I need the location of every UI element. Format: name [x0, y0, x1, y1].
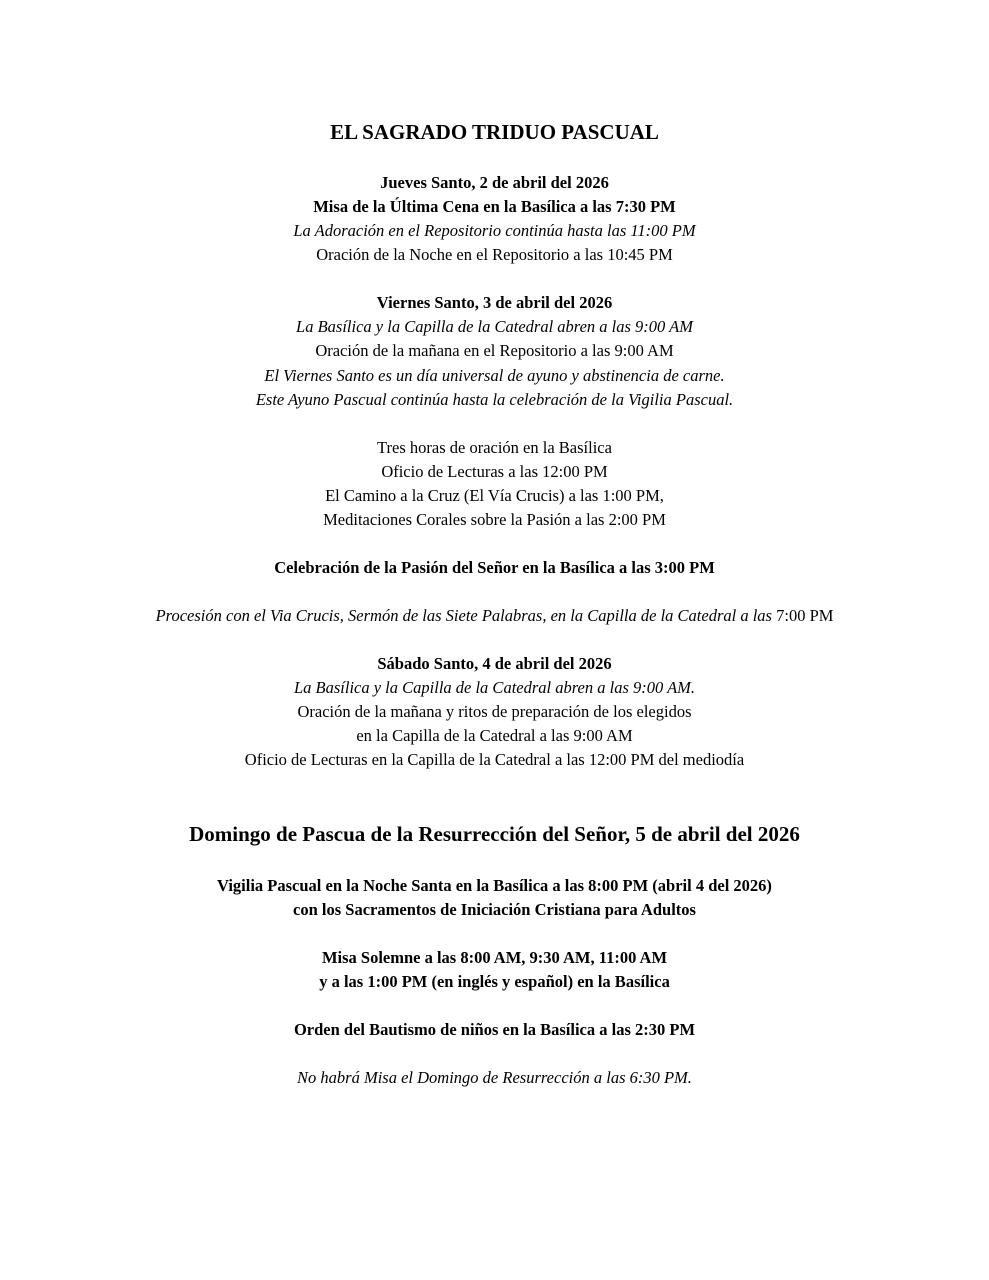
- sabado-opening: La Basílica y la Capilla de la Catedral abren a las 9:00 AM.: [293, 678, 696, 697]
- jueves-night-prayer: Oración de la Noche en el Repositorio a las 10:45 PM: [316, 245, 673, 264]
- jueves-adoration: La Adoración en el Repositorio continúa hasta las 11:00 PM: [293, 221, 696, 240]
- domingo-mass-2: y a las 1:00 PM (en inglés y español) en la Basílica: [319, 972, 670, 991]
- jueves-mass: Misa de la Última Cena en la Basílica a las 7:30 PM: [313, 197, 676, 216]
- viernes-three-hours: Tres horas de oración en la Basílica: [377, 438, 612, 457]
- viernes-opening: La Basílica y la Capilla de la Catedral abren a las 9:00 AM: [296, 317, 693, 336]
- sabado-date: Sábado Santo, 4 de abril del 2026: [377, 654, 612, 673]
- domingo-heading: Domingo de Pascua de la Resurrección del Señor, 5 de abril del 2026: [189, 822, 800, 846]
- viernes-fast-note-1: El Viernes Santo es un día universal de ayuno y abstinencia de carne.: [264, 366, 725, 385]
- procession-time: 7:00 PM: [776, 606, 834, 625]
- sabado-rites-2: en la Capilla de la Catedral a las 9:00 AM: [356, 726, 633, 745]
- viernes-meditations: Meditaciones Corales sobre la Pasión a las 2:00 PM: [323, 510, 666, 529]
- viernes-fast-note-2: Este Ayuno Pascual continúa hasta la celebración de la Vigilia Pascual.: [255, 390, 734, 409]
- domingo-vigil-1: Vigilia Pascual en la Noche Santa en la Basílica a las 8:00 PM (abril 4 del 2026): [217, 876, 772, 895]
- viernes-date: Viernes Santo, 3 de abril del 2026: [376, 293, 613, 312]
- viernes-passion: Celebración de la Pasión del Señor en la Basílica a las 3:00 PM: [274, 558, 715, 577]
- sabado-office: Oficio de Lecturas en la Capilla de la Catedral a las 12:00 PM del mediodía: [244, 750, 745, 769]
- sabado-rites-1: Oración de la mañana y ritos de preparación de los elegidos: [297, 702, 692, 721]
- viernes-way-of-cross: El Camino a la Cruz (El Vía Crucis) a las 1:00 PM,: [325, 486, 664, 505]
- document-title: EL SAGRADO TRIDUO PASCUAL: [330, 120, 659, 144]
- procession-text: Procesión con el Via Crucis, Sermón de las Siete Palabras, en la Capilla de la Catedral a las: [155, 606, 777, 625]
- domingo-no-mass: No habrá Misa el Domingo de Resurrección a las 6:30 PM.: [297, 1068, 692, 1087]
- viernes-office: Oficio de Lecturas a las 12:00 PM: [381, 462, 608, 481]
- viernes-procession: [0, 604, 989, 628]
- jueves-date: Jueves Santo, 2 de abril del 2026: [380, 173, 609, 192]
- domingo-vigil-2: con los Sacramentos de Iniciación Cristiana para Adultos: [293, 900, 696, 919]
- domingo-mass-1: Misa Solemne a las 8:00 AM, 9:30 AM, 11:00 AM: [321, 948, 668, 967]
- domingo-baptism: Orden del Bautismo de niños en la Basílica a las 2:30 PM: [293, 1020, 696, 1039]
- viernes-morning-prayer: Oración de la mañana en el Repositorio a las 9:00 AM: [315, 341, 674, 360]
